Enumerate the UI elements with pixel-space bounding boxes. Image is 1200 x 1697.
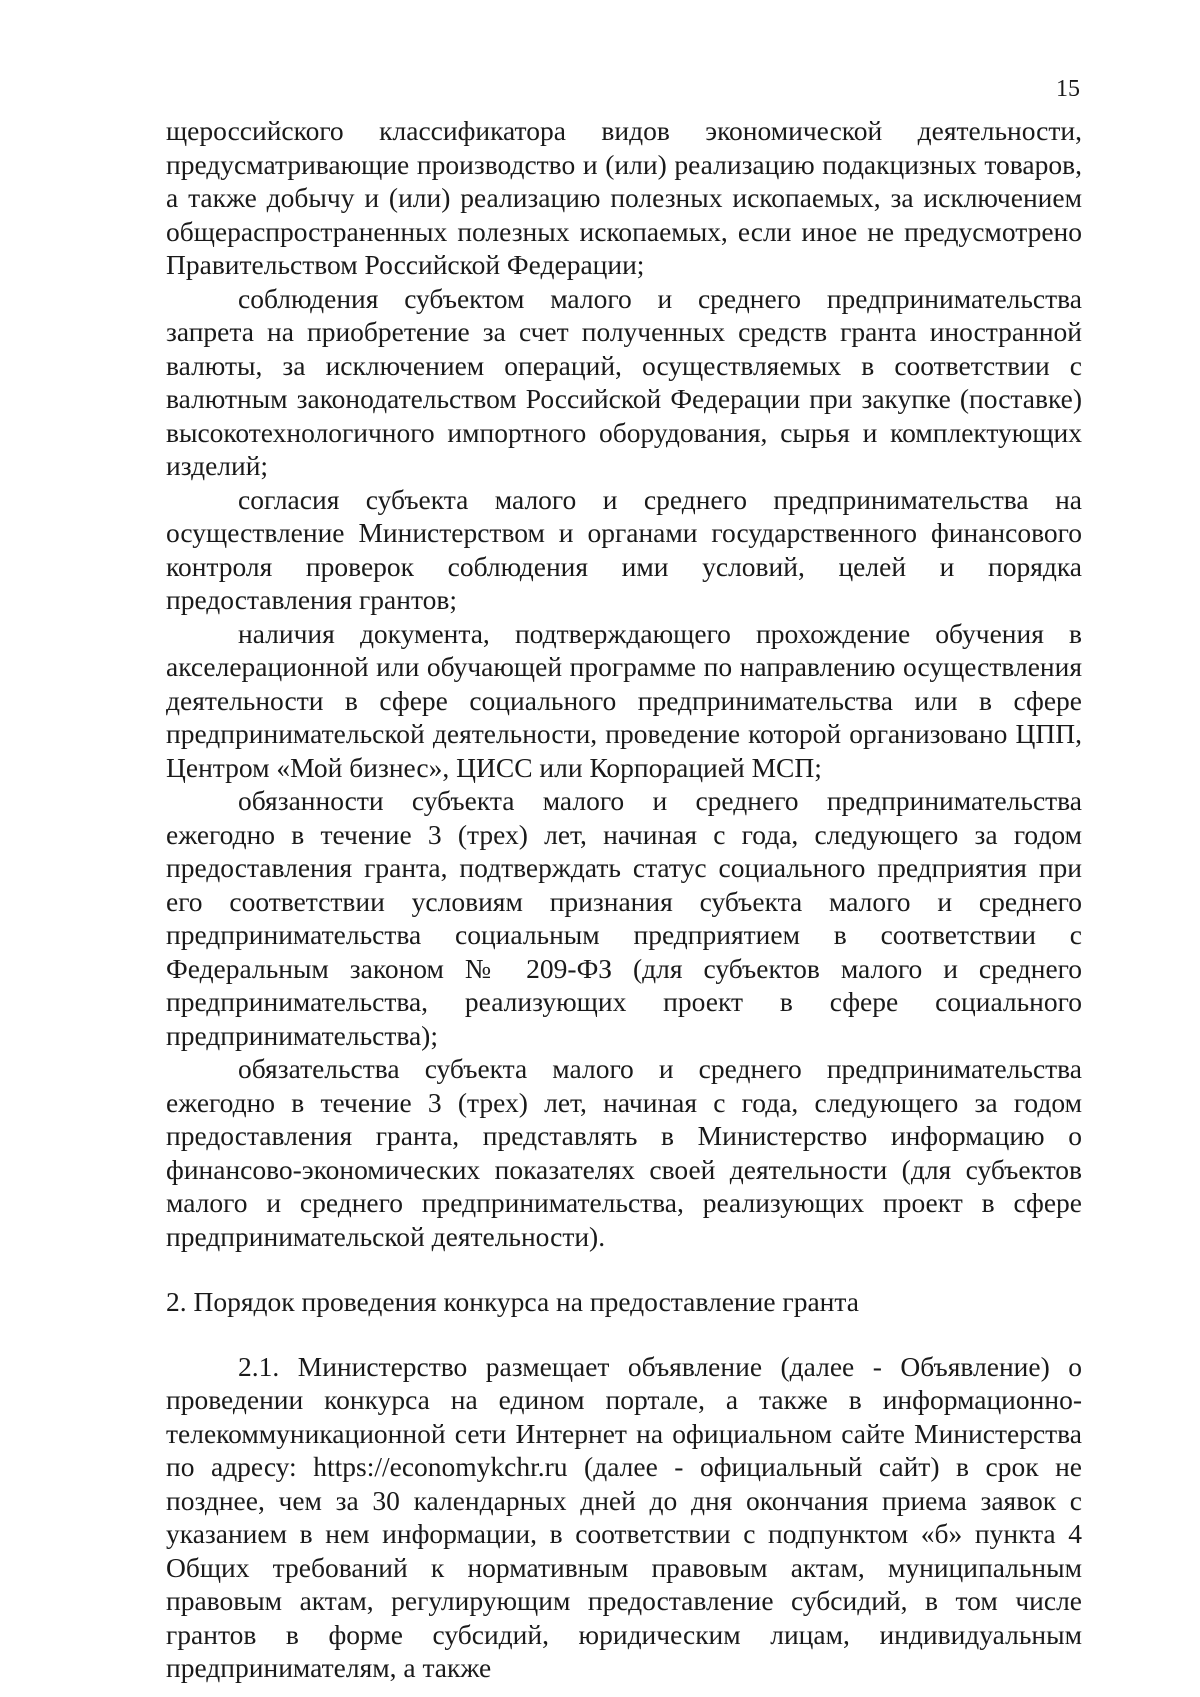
paragraph-inspection-consent: согласия субъекта малого и среднего предпринимательства на осуществление Министерством и органами государственного финансового контроля проверок соблюдения ими условий, целей и порядка предоставления грантов; xyxy=(166,483,1082,615)
page-number: 15 xyxy=(1056,76,1080,102)
section-heading: 2. Порядок проведения конкурса на предоставление гранта xyxy=(166,1286,859,1317)
paragraph-training-document: наличия документа, подтверждающего прохождение обучения в акселерационной или обучающей программе по направлению осуществления деятельности в сфере социального предпринимательства или в сфере предпринимательской деятельности, проведение которой организовано ЦПП, Центром «Мой бизнес», ЦИСС или Корпорацией МСП; xyxy=(166,617,1082,783)
paragraph-social-status-duty: обязанности субъекта малого и среднего предпринимательства ежегодно в течение 3 (трех) лет, начиная с года, следующего за годом предоставления гранта, подтверждать статус социального предприятия при его соответствии условиям признания субъекта малого и среднего предпринимательства социальным предприятием в соответствии с Федеральным законом № 209-ФЗ (для субъектов малого и среднего предпринимательства, реализующих проект в сфере социального предпринимательства); xyxy=(166,785,1082,1051)
paragraph-financial-reporting-duty: обязательства субъекта малого и среднего предпринимательства ежегодно в течение 3 (трех) лет, начиная с года, следующего за годом предоставления гранта, представлять в Министерство информацию о финансово-экономических показателях своей деятельности (для субъектов малого и среднего предпринимательства, реализующих проект в сфере предпринимательской деятельности). xyxy=(166,1053,1082,1252)
paragraph-continuation: щероссийского классификатора видов экономической деятельности, предусматривающие производство и (или) реализацию подакцизных товаров, а также добычу и (или) реализацию полезных ископаемых, за исключением общераспространенных полезных ископаемых, если иное не предусмотрено Правительством Российской Федерации; xyxy=(166,115,1082,280)
paragraph-currency-ban: соблюдения субъектом малого и среднего предпринимательства запрета на приобретение за счет полученных средств гранта иностранной валюты, за исключением операций, осуществляемых в соответствии с валютным законодательством Российской Федерации при закупке (поставке) высокотехнологичного импортного оборудования, сырья и комплектующих изделий; xyxy=(166,282,1082,481)
paragraph-2-1: 2.1. Министерство размещает объявление (далее - Объявление) о проведении конкурса на едином портале, а также в информационно-телекоммуникационной сети Интернет на официальном сайте Министерства по адресу: https://economykchr.ru (далее - официальный сайт) в срок не позднее, чем за 30 календарных дней до дня окончания приема заявок с указанием в нем информации, в соответствии с подпунктом «б» пункта 4 Общих требований к нормативным правовым актам, муниципальным правовым актам, регулирующим предоставление субсидий, в том числе грантов в форме субсидий, юридическим лицам, индивидуальным предпринимателям, а также xyxy=(166,1350,1082,1683)
document-body xyxy=(166,114,1082,1685)
